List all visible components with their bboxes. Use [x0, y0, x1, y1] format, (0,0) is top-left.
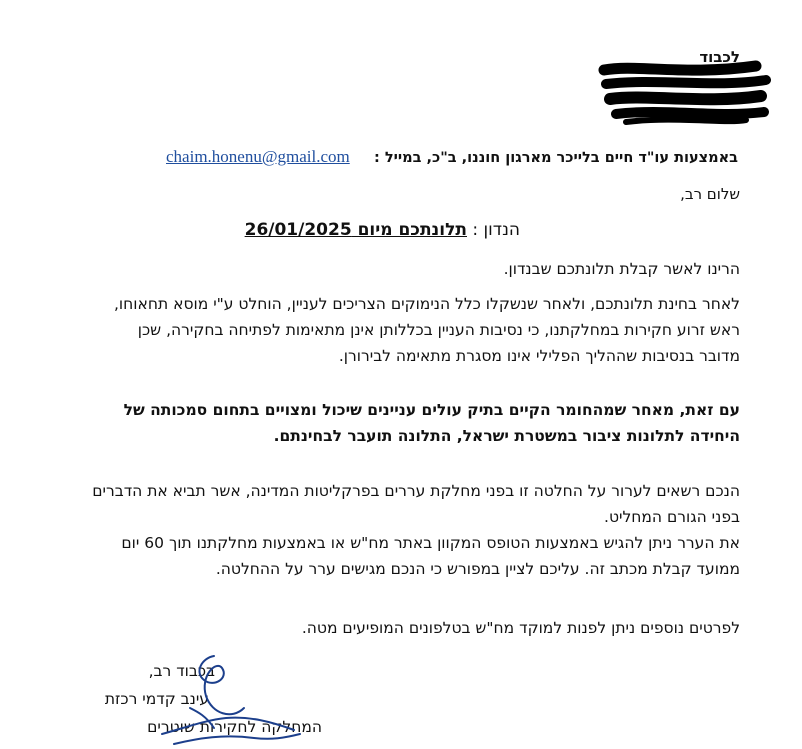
paragraph-2-line-1: עם זאת, מאחר שמהחומר הקיים בתיק עולים עניינים שיכול ומצויים בתחום סמכותה של: [123, 401, 740, 419]
paragraph-3-line-1: הנכם רשאים לערור על החלטה זו בפני מחלקת עררים בפרקליטות המדינה, אשר תביא את הדברים: [92, 482, 740, 500]
salutation: שלום רב,: [680, 185, 740, 203]
paragraph-1-line-2: ראש זרוע חקירות במחלקתנו, כי נסיבות העניין בכללותן אינן מתאימות לפתיחה בחקירה, שכן: [137, 321, 740, 339]
subject-line: [245, 222, 520, 239]
signer-department: המחלקה לחקירות שוטרים: [147, 718, 322, 736]
contact-line: באמצעות עו"ד חיים בלייכר מארגון חוננו, ב"כ, במייל :: [373, 150, 738, 166]
paragraph-3-line-4: ממועד קבלת מכתב זה. עליכם לציין במפורש כי הנכם מגישים ערר על ההחלטה.: [215, 560, 740, 578]
signer-name: עינב קדמי רכזת: [104, 690, 209, 708]
subject-label: הנדון :: [472, 220, 520, 240]
paragraph-1-line-1: לאחר בחינת תלונתכם, ולאחר שנשקלו כלל הנימוקים הצריכים לעניין, הוחלט ע"י מוסא תחאוחו,: [114, 295, 740, 313]
closing-regards: בכבוד רב,: [148, 662, 215, 680]
redaction-scribble: [596, 58, 771, 130]
paragraph-4: לפרטים נוספים ניתן לפנות למוקד מח"ש בטלפונים המופיעים מטה.: [301, 619, 740, 637]
paragraph-2-line-2: היחידה לתלונות ציבור במשטרת ישראל, התלונה תועבר לבחינתם.: [273, 427, 740, 445]
ack-paragraph: הרינו לאשר קבלת תלונתכם שבנדון.: [503, 260, 740, 278]
handwritten-signature: [154, 648, 304, 749]
subject-text: תלונתכם מיום 26/01/2025: [244, 220, 467, 240]
paragraph-3-line-3: את הערר ניתן להגיש באמצעות הטופס המקוון באתר מח"ש או באמצעות מחלקתנו תוך 60 יום: [121, 534, 740, 552]
email-link[interactable]: chaim.honenu@gmail.com: [166, 147, 350, 166]
paragraph-1-line-3: מדובר בנסיבות שההליך הפלילי אינו מסגרת מתאימה לבירורן.: [338, 347, 740, 365]
paragraph-3-line-2: בפני הגורם המחליט.: [604, 508, 740, 526]
greeting-to: לכבוד: [699, 48, 740, 66]
